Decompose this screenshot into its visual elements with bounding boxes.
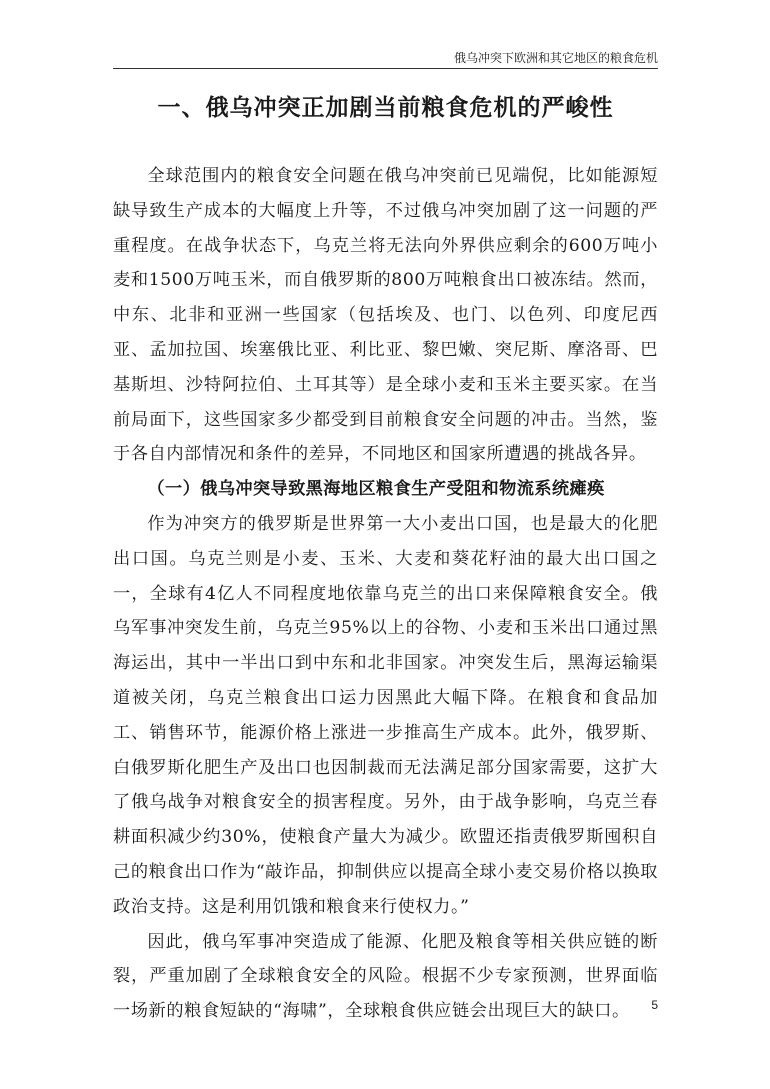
subsection-heading: （一）俄乌冲突导致黑海地区粮食生产受阻和物流系统瘫痪 <box>147 479 605 500</box>
header-rule <box>113 68 658 69</box>
section-title: 一、俄乌冲突正加剧当前粮食危机的严峻性 <box>157 95 614 121</box>
body-paragraph-2: 因此，俄乌军事冲突造成了能源、化肥及粮食等相关供应链的断裂，严重加剧了全球粮食安全的风险。根据不少专家预测，世界面临一场新的粮食短缺的“海啸”，全球粮食供应链会出现巨大的缺口。 <box>113 931 658 1022</box>
running-header: 俄乌冲突下欧洲和其它地区的粮食危机 <box>453 51 658 65</box>
page-number: 5 <box>651 998 658 1012</box>
intro-paragraph: 全球范围内的粮食安全问题在俄乌冲突前已见端倪，比如能源短缺导致生产成本的大幅度上升等，不过俄乌冲突加剧了这一问题的严重程度。在战争状态下，乌克兰将无法向外界供应剩余的600万吨小麦和1500万吨玉米，而自俄罗斯的800万吨粮食出口被冻结。然而，中东、北非和亚洲一些国家（包括埃及、也门、以色列、印度尼西亚、孟加拉国、埃塞俄比亚、利比亚、黎巴嫩、突尼斯、摩洛哥、巴基斯坦、沙特阿拉伯、土耳其等）是全球小麦和玉米主要买家。在当前局面下，这些国家多少都受到目前粮食安全问题的冲击。当然，鉴于各自内部情况和条件的差异，不同地区和国家所遭遇的挑战各异。 <box>113 166 658 465</box>
body-text <box>113 159 658 1029</box>
body-paragraph-1: 作为冲突方的俄罗斯是世界第一大小麦出口国，也是最大的化肥出口国。乌克兰则是小麦、玉米、大麦和葵花籽油的最大出口国之一，全球有4亿人不同程度地依靠乌克兰的出口来保障粮食安全。俄乌军事冲突发生前，乌克兰95%以上的谷物、小麦和玉米出口通过黑海运出，其中一半出口到中东和北非国家。冲突发生后，黑海运输渠道被关闭，乌克兰粮食出口运力因黑此大幅下降。在粮食和食品加工、销售环节，能源价格上涨进一步推高生产成本。此外，俄罗斯、白俄罗斯化肥生产及出口也因制裁而无法满足部分国家需要，这扩大了俄乌战争对粮食安全的损害程度。另外，由于战争影响，乌克兰春耕面积减少约30%，使粮食产量大为减少。欧盟还指责俄罗斯囤积自己的粮食出口作为“敲诈品，抑制供应以提高全球小麦交易价格以换取政治支持。这是利用饥饿和粮食来行使权力。” <box>113 513 658 917</box>
